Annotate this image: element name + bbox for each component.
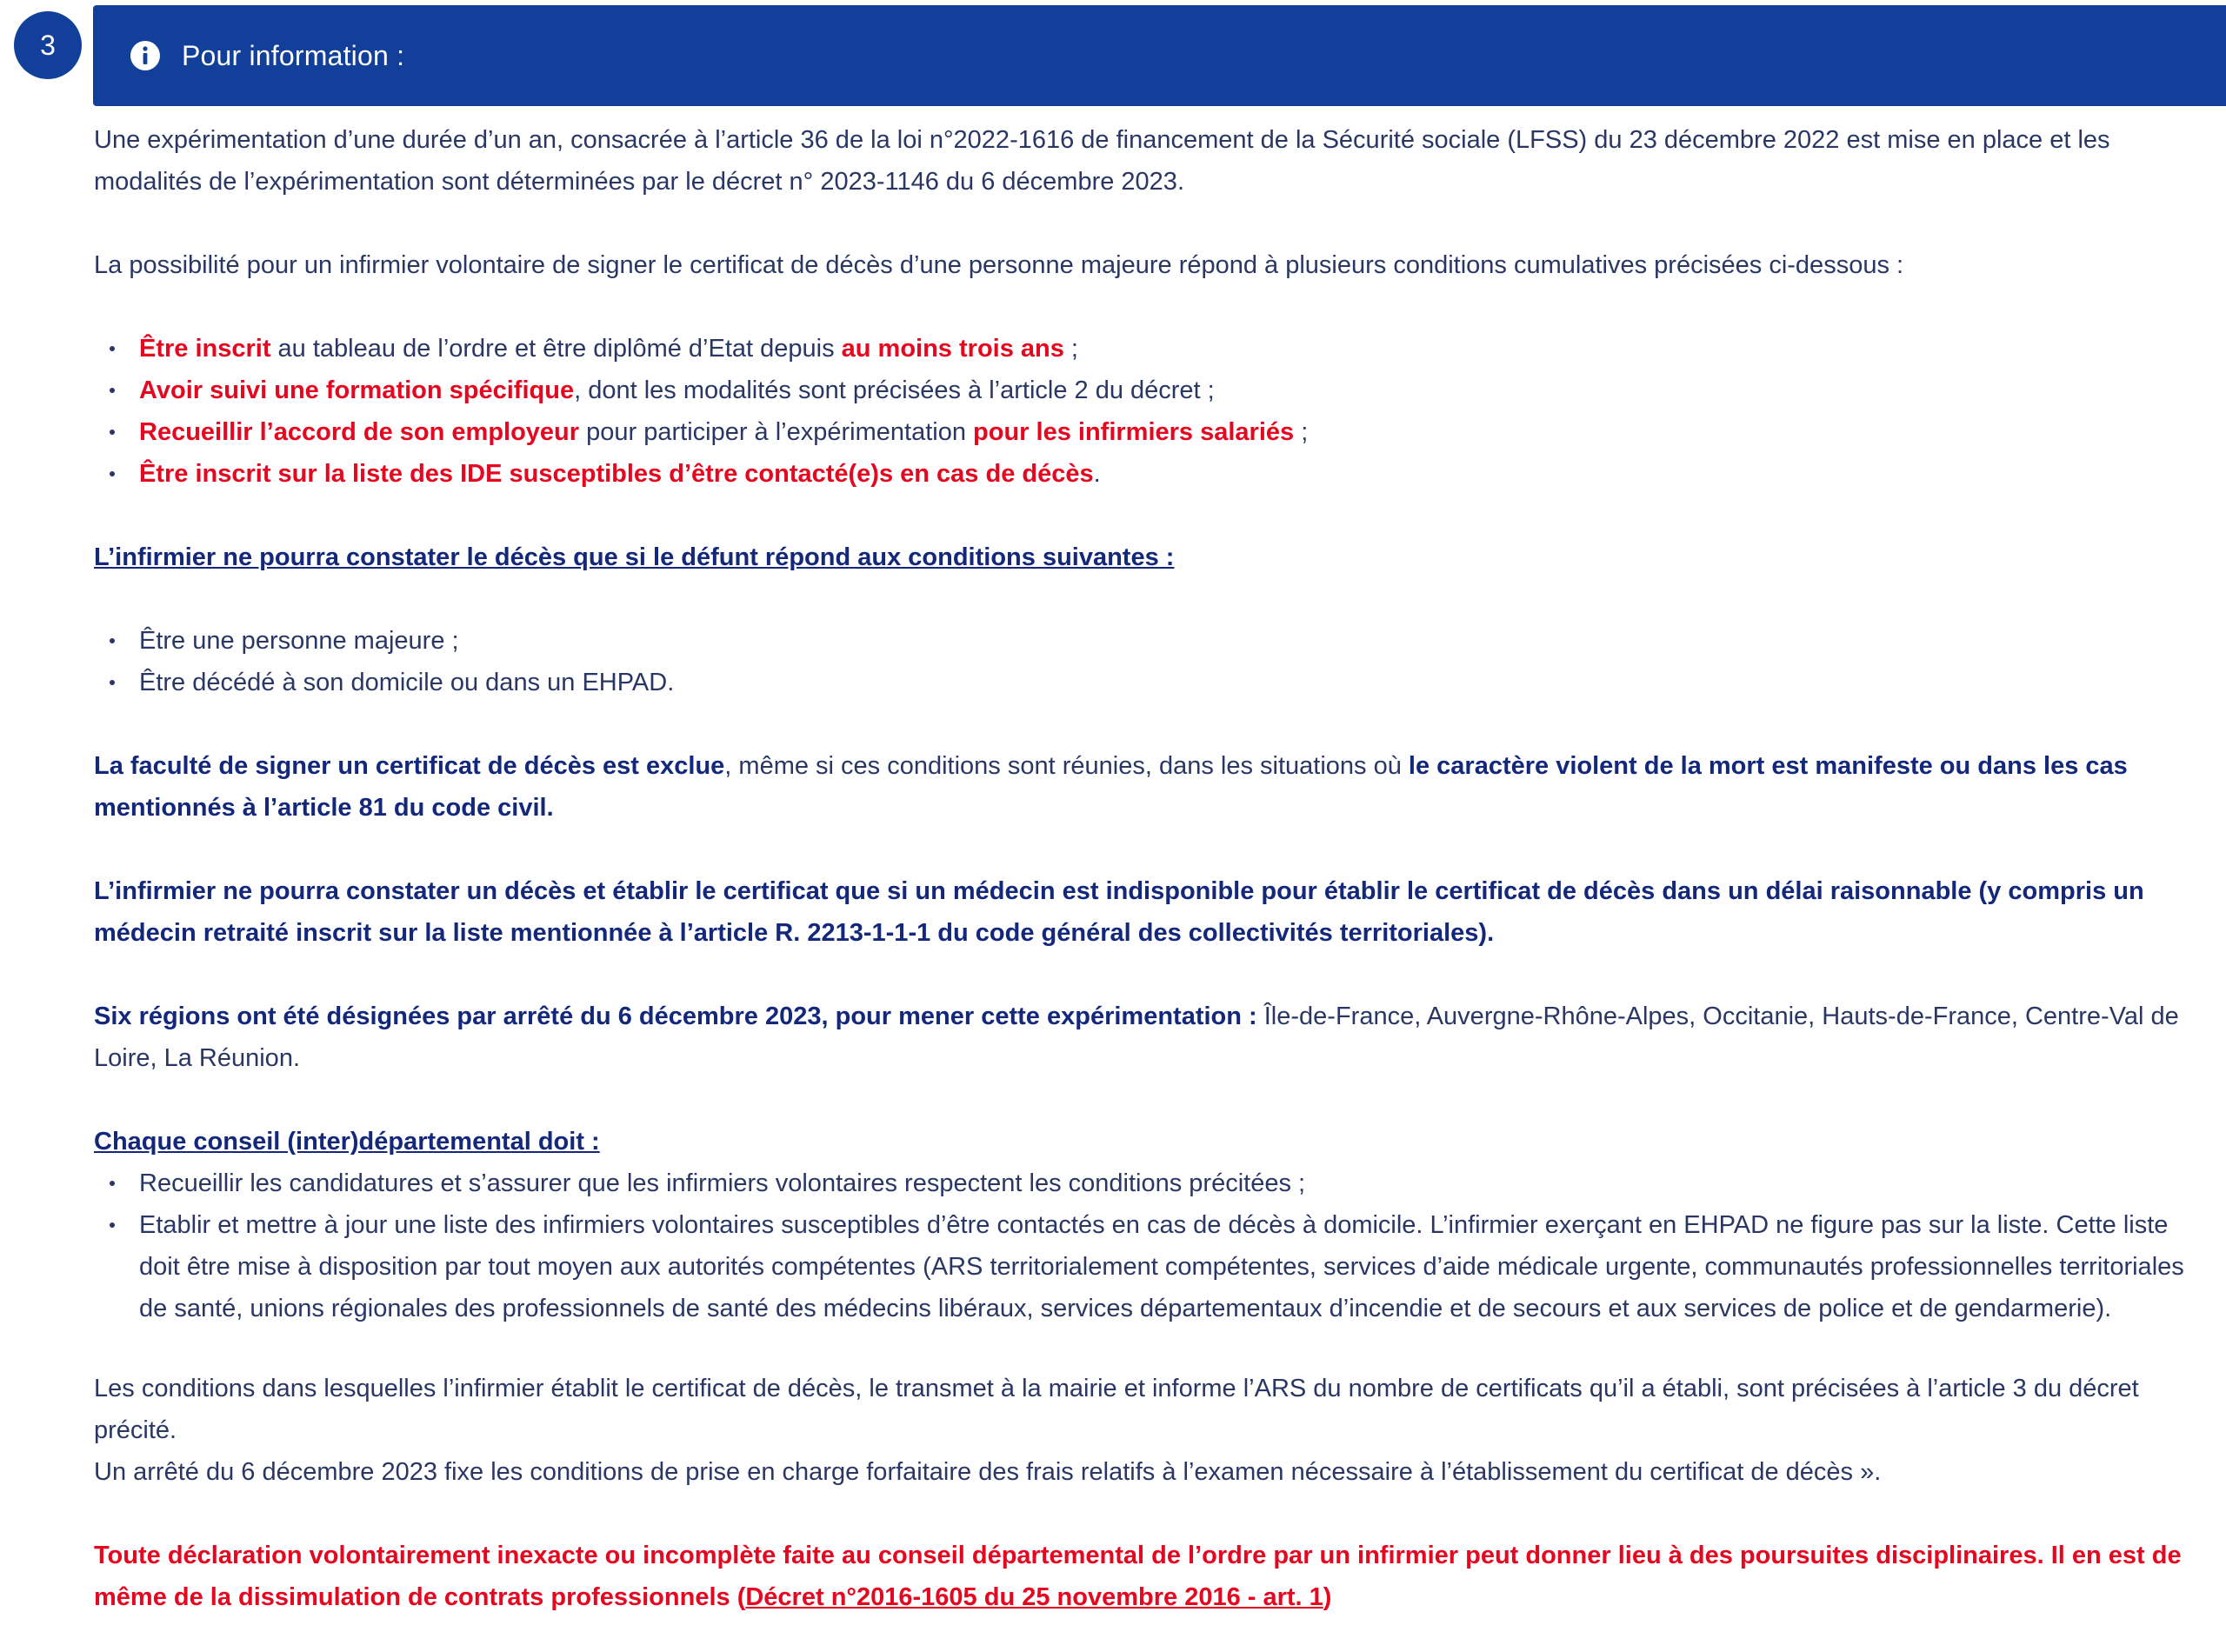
list-item: Être inscrit au tableau de l’ordre et être diplômé d’Etat depuis au moins trois ans ;	[94, 328, 2216, 370]
closing-paragraph: Les conditions dans lesquelles l’infirmier établit le certificat de décès, le transmet à la mairie et informe l’ARS du nombre de certificats qu’il a établi, sont précisées à l’article 3 du décret précité.	[94, 1375, 2139, 1444]
decree-link[interactable]: Décret n°2016-1605 du 25 novembre 2016 - art. 1	[745, 1583, 1323, 1611]
list-item: Être une personne majeure ;	[94, 620, 2216, 662]
info-icon	[128, 38, 163, 73]
deceased-conditions-list	[94, 620, 2216, 703]
council-list	[94, 1162, 2216, 1329]
step-number-badge: 3	[14, 11, 82, 79]
list-item: Être inscrit sur la liste des IDE susceptibles d’être contacté(e)s en cas de décès.	[94, 453, 2216, 495]
list-item: Recueillir l’accord de son employeur pour participer à l’expérimentation pour les infirmiers salariés ;	[94, 411, 2216, 453]
closing-paragraph-2: Un arrêté du 6 décembre 2023 fixe les conditions de prise en charge forfaitaire des frais relatifs à l’examen nécessaire à l’établissement du certificat de décès ».	[94, 1458, 1882, 1486]
info-header	[93, 5, 2226, 106]
content-body	[94, 119, 2216, 1618]
list-item: Avoir suivi une formation spécifique, dont les modalités sont précisées à l’article 2 du décret ;	[94, 370, 2216, 411]
list-item: Être décédé à son domicile ou dans un EHPAD.	[94, 662, 2216, 703]
deceased-conditions-title: L’infirmier ne pourra constater le décès que si le défunt répond aux conditions suivantes :	[94, 543, 1175, 571]
warning-paragraph: Toute déclaration volontairement inexacte ou incomplète faite au conseil départemental de l’ordre par un infirmier peut donner lieu à des poursuites disciplinaires. Il en est de même de la dissimulation de contrats professionnels (Décret n°2016-1605 du 25 novembre 2016 - art. 1)	[94, 1542, 2182, 1611]
intro-paragraph: Une expérimentation d’une durée d’un an, consacrée à l’article 36 de la loi n°2022-1616 de financement de la Sécurité sociale (LFSS) du 23 décembre 2022 est mise en place et les modalités de l’expérimentation sont déterminées par le décret n° 2023-1146 du 6 décembre 2023.	[94, 126, 2110, 196]
council-title: Chaque conseil (inter)départemental doit :	[94, 1128, 600, 1156]
doctor-condition-paragraph: L’infirmier ne pourra constater un décès et établir le certificat que si un médecin est indisponible pour établir le certificat de décès dans un délai raisonnable (y compris un médecin retraité inscrit sur la liste mentionnée à l’article R. 2213-1-1-1 du code général des collectivités territoriales).	[94, 877, 2144, 947]
regions-paragraph: Six régions ont été désignées par arrêté du 6 décembre 2023, pour mener cette expérimentation : Île-de-France, Auvergne-Rhône-Alpes, Occitanie, Hauts-de-France, Centre-Val de Loire, La Réunion.	[94, 1003, 2179, 1072]
exclusion-paragraph: La faculté de signer un certificat de décès est exclue, même si ces conditions sont réunies, dans les situations où le caractère violent de la mort est manifeste ou dans les cas mentionnés à l’article 81 du code civil.	[94, 752, 2128, 822]
conditions-intro: La possibilité pour un infirmier volontaire de signer le certificat de décès d’une personne majeure répond à plusieurs conditions cumulatives précisées ci-dessous :	[94, 251, 1904, 279]
list-item: Recueillir les candidatures et s’assurer que les infirmiers volontaires respectent les conditions précitées ;	[94, 1162, 2216, 1204]
conditions-list	[94, 328, 2216, 495]
header-title: Pour information :	[182, 39, 405, 71]
list-item: Etablir et mettre à jour une liste des infirmiers volontaires susceptibles d’être contactés en cas de décès à domicile. L’infirmier exerçant en EHPAD ne figure pas sur la liste. Cette liste doit être mise à disposition par tout moyen aux autorités compétentes (ARS territorialement compétentes, services d’aide médicale urgente, communautés professionnelles territoriales de santé, unions régionales des professionnels de santé des médecins libéraux, services départementaux d’incendie et de secours et aux services de police et de gendarmerie).	[94, 1204, 2216, 1329]
